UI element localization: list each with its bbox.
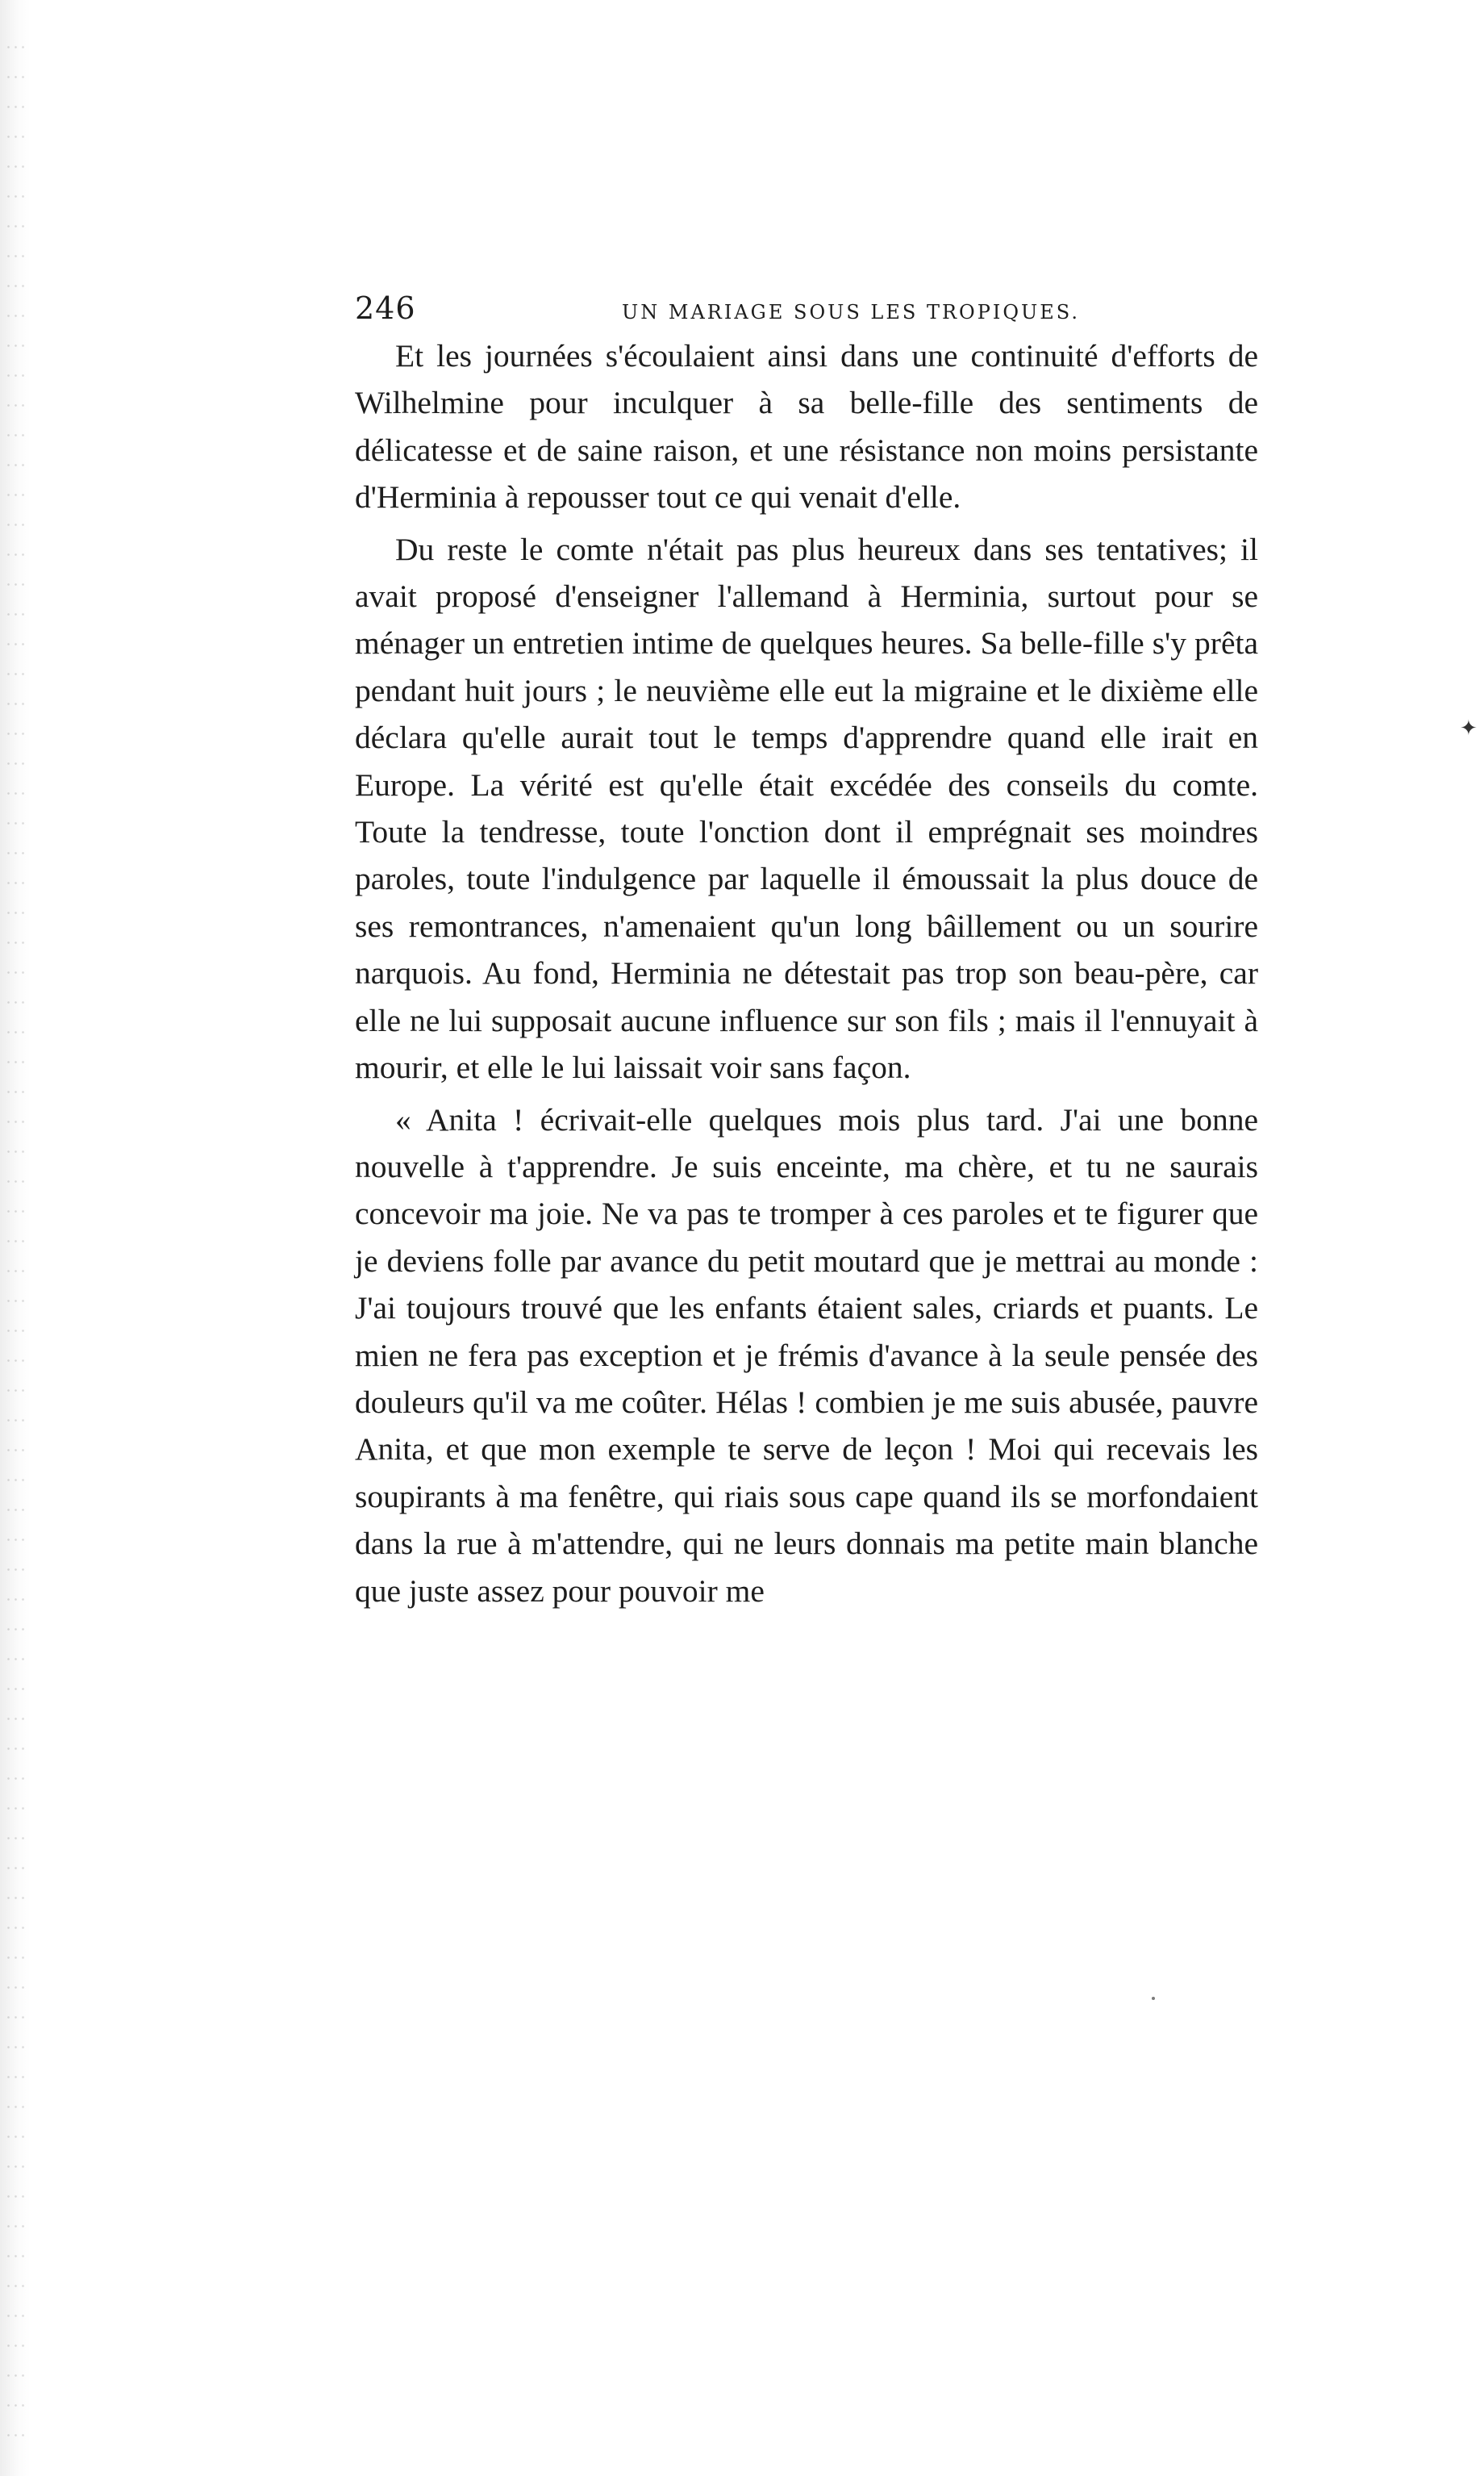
- ink-speck: [1152, 1997, 1155, 2000]
- book-page: [355, 290, 1258, 1619]
- margin-mark: ✦: [1460, 716, 1478, 741]
- scan-binding-specks: [5, 32, 27, 2436]
- paragraph: « Anita ! écrivait-elle quelques mois plus tard. J'ai une bonne nouvelle à t'apprendre. Je suis enceinte, ma chère, et tu ne saurais concevoir ma joie. Ne va pas te tromper à ces paroles et te figurer que je deviens folle par avance du petit moutard que je mettrai au monde : J'ai toujours trouvé que les enfants étaient sales, criards et puants. Le mien ne fera pas exception et je frémis d'avance à la seule pensée des douleurs qu'il va me coûter. Hélas ! combien je me suis abusée, pauvre Anita, et que mon exemple te serve de leçon ! Moi qui recevais les soupirants à ma fenêtre, qui riais sous cape quand ils se morfondaient dans la rue à m'attendre, qui ne leurs donnais ma petite main blanche que juste assez pour pouvoir me: [355, 1101, 1258, 1609]
- body-text: [355, 332, 1258, 1614]
- page-number: 246: [355, 290, 416, 326]
- running-head: [355, 290, 1258, 329]
- running-title: UN MARIAGE SOUS LES TROPIQUES.: [622, 301, 1080, 324]
- paragraph: Du reste le comte n'était pas plus heureux dans ses tentatives; il avait proposé d'enseigner l'allemand à Herminia, surtout pour se ménager un entretien intime de quelques heures. Sa belle-fille s'y prêta pendant huit jours ; le neuvième elle eut la migraine et le dixième elle déclara qu'elle aurait tout le temps d'apprendre quand elle irait en Europe. La vérité est qu'elle était excédée des conseils du comte. Toute la tendresse, toute l'onction dont il emprégnait ses moindres paroles, toute l'indulgence par laquelle il émoussait la plus douce de ses remontrances, n'amenaient qu'un long bâillement ou un sourire narquois. Au fond, Herminia ne détestait pas trop son beau-père, car elle ne lui supposait aucune influence sur son fils ; mais il l'ennuyait à mourir, et elle le lui laissait voir sans façon.: [355, 531, 1258, 1086]
- paragraph: Et les journées s'écoulaient ainsi dans une continuité d'efforts de Wilhelmine pour inculquer à sa belle-fille des sentiments de délicatesse et de saine raison, et une résistance non moins persistante d'Herminia à repousser tout ce qui venait d'elle.: [355, 338, 1258, 516]
